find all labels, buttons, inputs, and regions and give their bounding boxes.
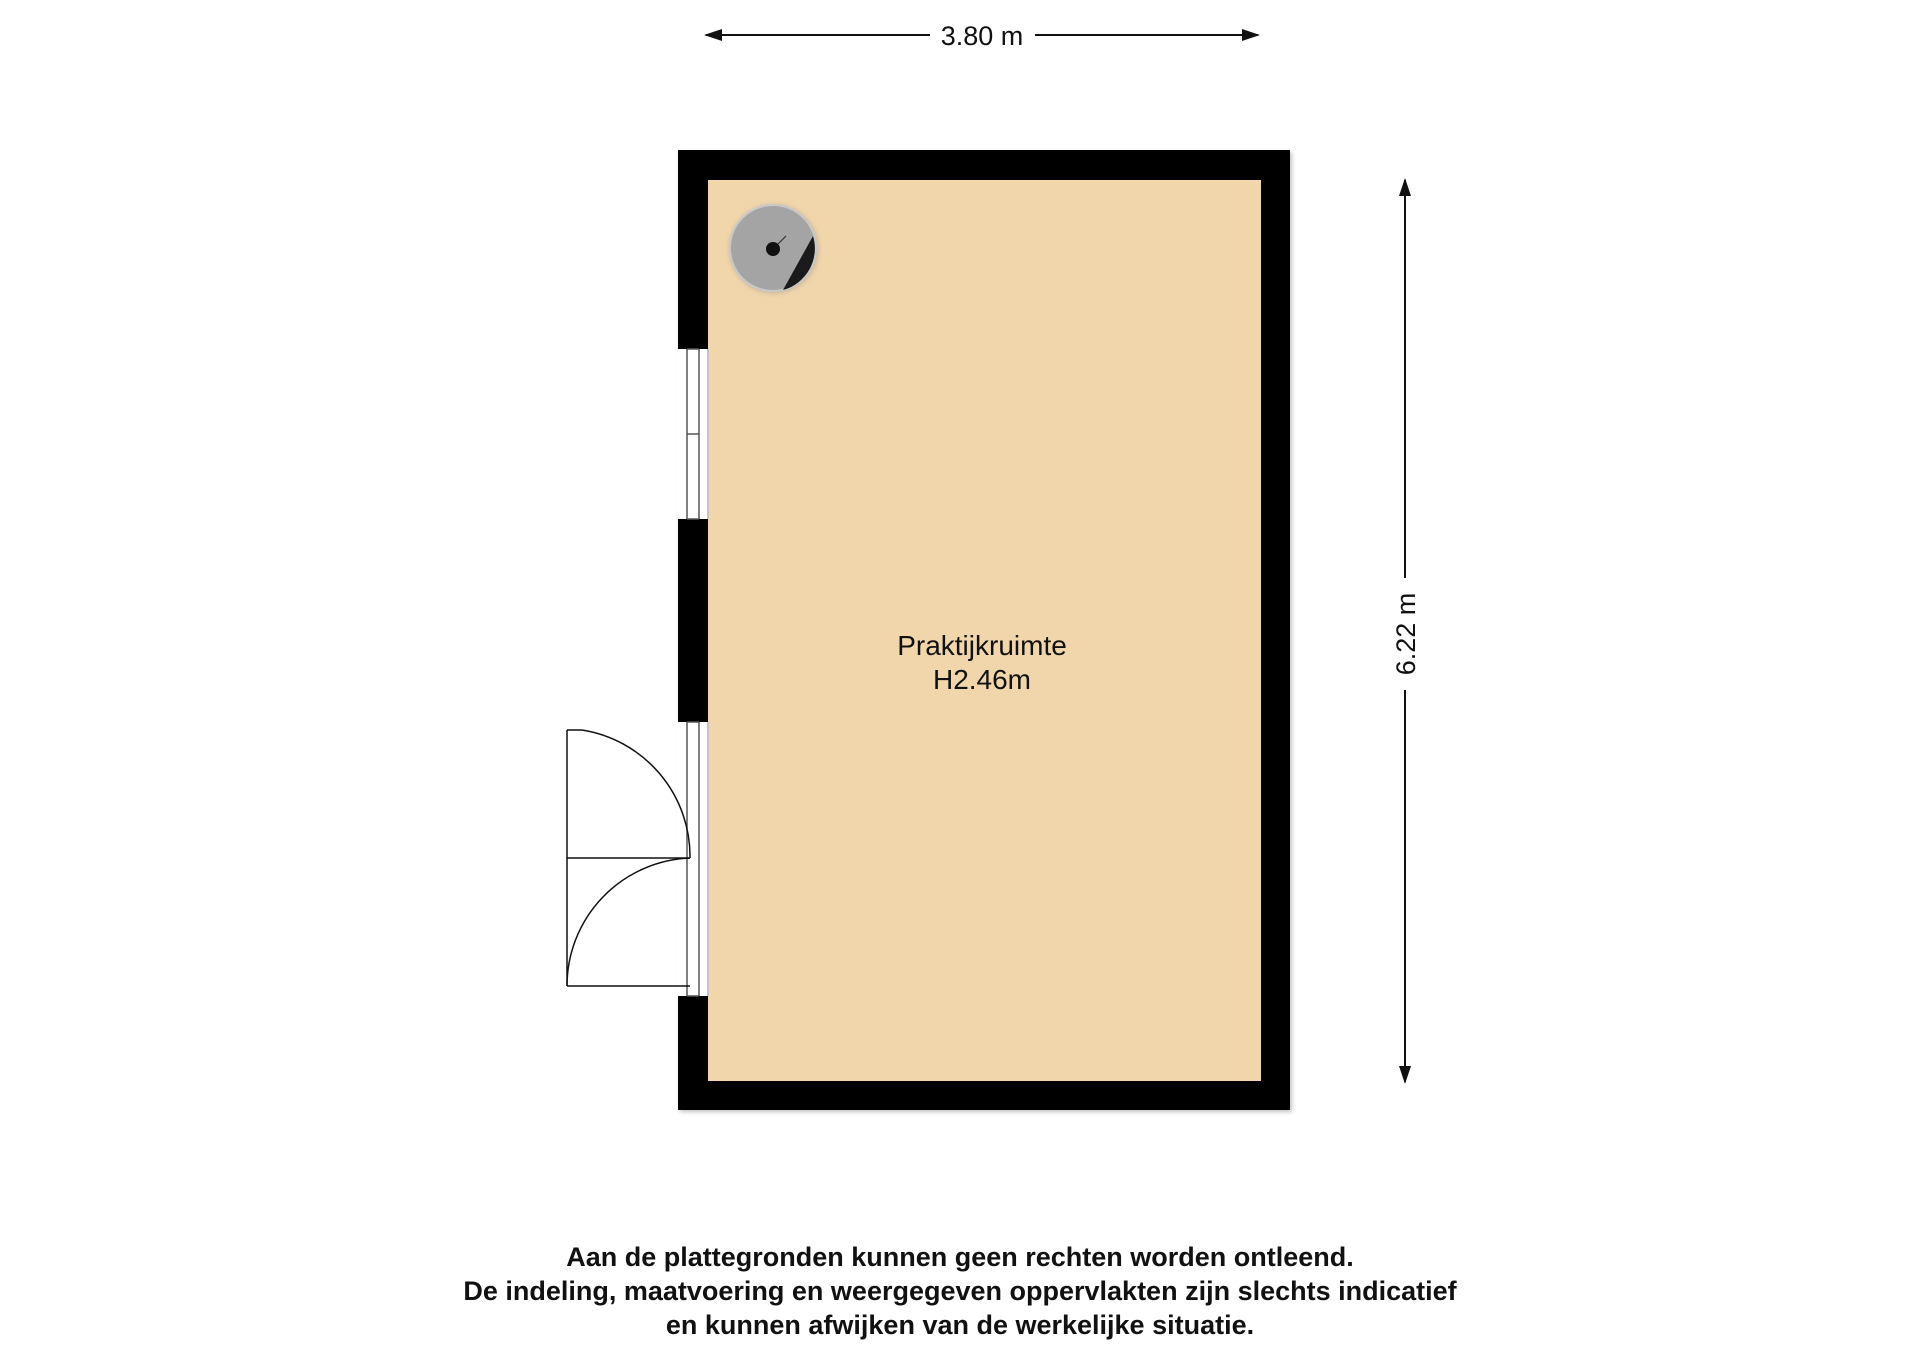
disclaimer-line-2: De indeling, maatvoering en weergegeven oppervlakten zijn slechts indicatief — [463, 1276, 1457, 1306]
window — [677, 349, 709, 519]
circular-stove-icon — [729, 204, 819, 294]
double-door-swing-icon — [567, 730, 690, 986]
disclaimer — [0, 1240, 1920, 1342]
height-label: 6.22 m — [1391, 592, 1421, 676]
height-dimension — [1391, 178, 1421, 1084]
room — [567, 150, 1292, 1112]
arrow-down-icon — [1399, 1066, 1411, 1084]
width-dimension — [704, 21, 1260, 51]
disclaimer-line-3: en kunnen afwijken van de werkelijke situatie. — [665, 1310, 1255, 1340]
room-height: H2.46m — [932, 664, 1032, 695]
arrow-right-icon — [1242, 29, 1260, 41]
arrow-up-icon — [1399, 178, 1411, 196]
width-label: 3.80 m — [940, 21, 1024, 51]
room-name: Praktijkruimte — [897, 630, 1067, 661]
disclaimer-line-1: Aan de plattegronden kunnen geen rechten worden ontleend. — [566, 1242, 1354, 1272]
arrow-left-icon — [704, 29, 722, 41]
